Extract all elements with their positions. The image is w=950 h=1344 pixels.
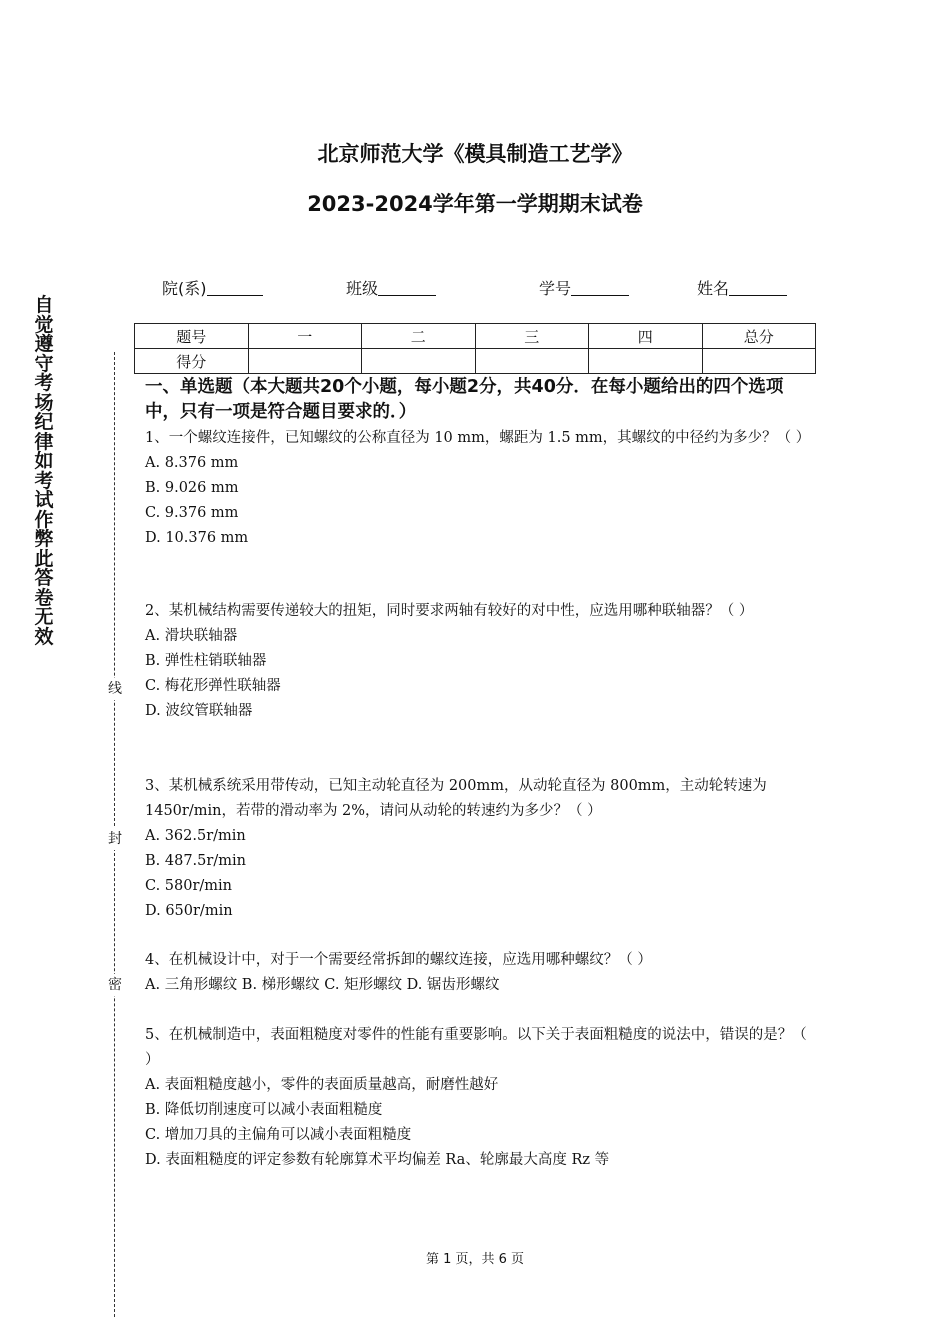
question-5 <box>145 1023 815 1173</box>
score-header-cell: 题号 <box>135 324 249 349</box>
binding-mark-line: 线 <box>104 678 126 700</box>
question-1 <box>145 426 815 551</box>
score-cell[interactable] <box>589 349 703 374</box>
class-field[interactable] <box>346 276 436 299</box>
binding-mark-secret: 密 <box>104 974 126 996</box>
exam-title-line1: 北京师范大学《模具制造工艺学》 <box>317 142 633 166</box>
option-a: A. 表面粗糙度越小，零件的表面质量越高，耐磨性越好 <box>145 1077 499 1093</box>
option-c: C. 增加刀具的主偏角可以减小表面粗糙度 <box>145 1127 412 1143</box>
score-table-header-row <box>135 324 816 349</box>
question-4 <box>145 948 815 998</box>
dept-blank[interactable] <box>207 279 263 296</box>
score-row-label: 得分 <box>135 349 249 374</box>
option-d: D. 10.376 mm <box>145 530 249 546</box>
section-heading: 一、单选题（本大题共20个小题，每小题2分，共40分．在每小题给出的四个选项中，只有一项是符合题目要求的．） <box>145 377 784 422</box>
name-blank[interactable] <box>729 279 787 296</box>
student-id-label: 学号 <box>539 279 572 298</box>
option-c: C. 9.376 mm <box>145 505 239 521</box>
class-blank[interactable] <box>378 279 436 296</box>
score-cell[interactable] <box>362 349 476 374</box>
option-b: B. 487.5r/min <box>145 853 246 869</box>
question-stem: 2、某机械结构需要传递较大的扭矩，同时要求两轴有较好的对中性，应选用哪种联轴器？（ ） <box>145 603 754 619</box>
option-d: D. 表面粗糙度的评定参数有轮廓算术平均偏差 Ra、轮廓最大高度 Rz 等 <box>145 1152 610 1168</box>
score-cell[interactable] <box>475 349 589 374</box>
option-d: D. 650r/min <box>145 903 233 919</box>
score-cell[interactable] <box>702 349 816 374</box>
question-stem: 3、某机械系统采用带传动，已知主动轮直径为 200mm，从动轮直径为 800mm，主动轮转速为 1450r/min，若带的滑动率为 2%，请问从动轮的转速约为多少？（ ） <box>145 778 767 819</box>
dept-field[interactable] <box>162 276 263 299</box>
option-b: B. 降低切削速度可以减小表面粗糙度 <box>145 1102 383 1118</box>
question-stem: 5、在机械制造中，表面粗糙度对零件的性能有重要影响。以下关于表面粗糙度的说法中，错误的是？（ ） <box>145 1027 807 1068</box>
options-inline: A. 三角形螺纹 B. 梯形螺纹 C. 矩形螺纹 D. 锯齿形螺纹 <box>145 977 500 993</box>
score-table <box>134 323 816 374</box>
score-table-score-row <box>135 349 816 374</box>
option-a: A. 滑块联轴器 <box>145 628 238 644</box>
question-3 <box>145 774 815 924</box>
question-2 <box>145 599 815 724</box>
option-c: C. 580r/min <box>145 878 233 894</box>
score-header-cell: 二 <box>362 324 476 349</box>
question-stem: 4、在机械设计中，对于一个需要经常拆卸的螺纹连接，应选用哪种螺纹？（ ） <box>145 952 652 968</box>
question-stem: 1、一个螺纹连接件，已知螺纹的公称直径为 10 mm，螺距为 1.5 mm，其螺纹的中径约为多少？（ ） <box>145 430 811 446</box>
exam-discipline-notice: 自觉遵守考场纪律如考试作弊此答卷无效 <box>34 294 54 648</box>
student-id-field[interactable] <box>539 276 629 299</box>
student-id-blank[interactable] <box>571 279 629 296</box>
score-header-cell: 总分 <box>702 324 816 349</box>
page-number: 第 1 页，共 6 页 <box>425 1252 525 1267</box>
score-cell[interactable] <box>248 349 362 374</box>
dept-label: 院(系) <box>162 279 207 298</box>
name-field[interactable] <box>697 276 787 299</box>
binding-mark-seal: 封 <box>104 828 126 850</box>
name-label: 姓名 <box>697 279 730 298</box>
score-header-cell: 三 <box>475 324 589 349</box>
exam-title-line2: 2023-2024学年第一学期期末试卷 <box>307 192 643 216</box>
option-a: A. 362.5r/min <box>145 828 246 844</box>
score-header-cell: 四 <box>589 324 703 349</box>
option-c: C. 梅花形弹性联轴器 <box>145 678 281 694</box>
option-b: B. 弹性柱销联轴器 <box>145 653 267 669</box>
class-label: 班级 <box>346 279 379 298</box>
option-b: B. 9.026 mm <box>145 480 239 496</box>
option-d: D. 波纹管联轴器 <box>145 703 253 719</box>
score-header-cell: 一 <box>248 324 362 349</box>
option-a: A. 8.376 mm <box>145 455 239 471</box>
